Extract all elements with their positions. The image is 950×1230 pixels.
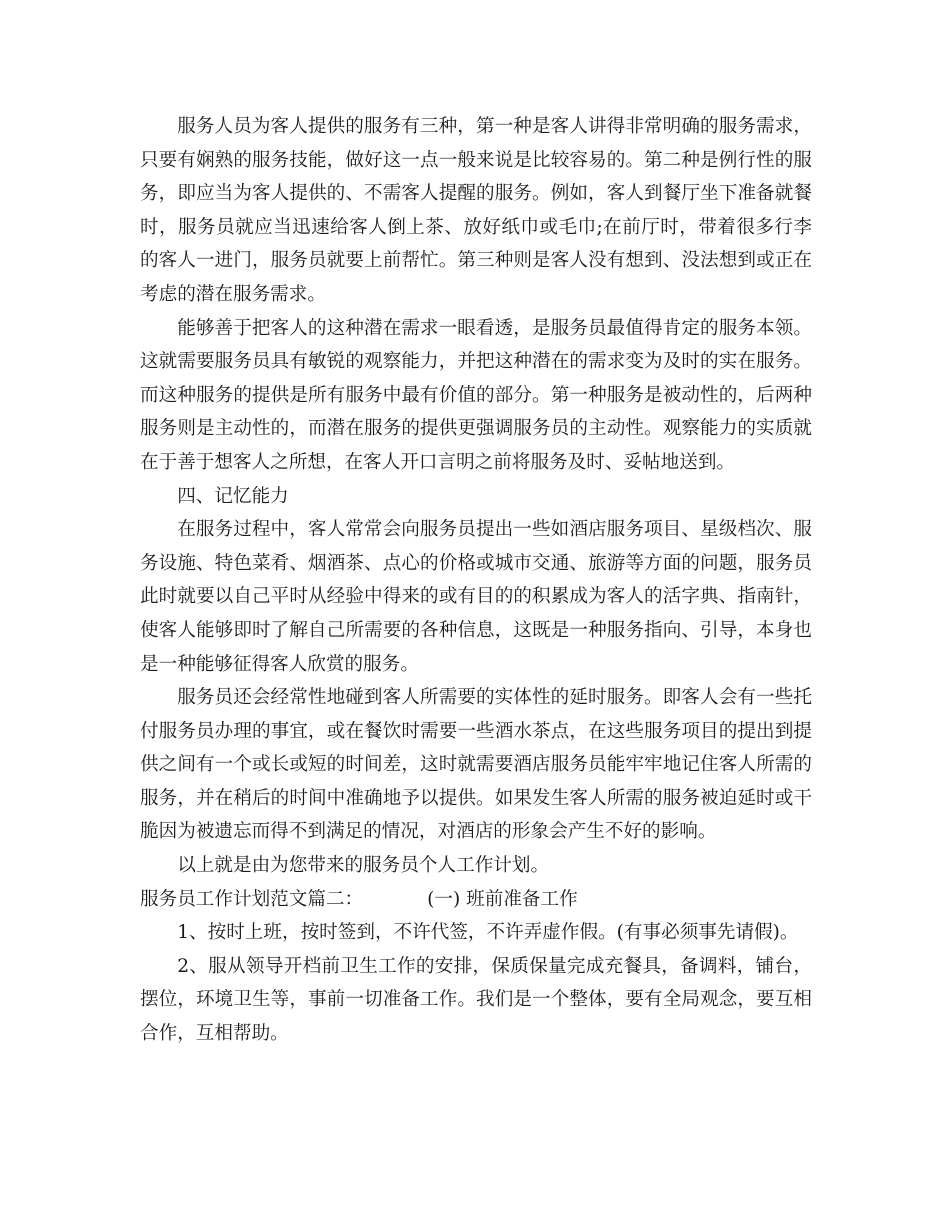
paragraph-service-types: 服务人员为客人提供的服务有三种，第一种是客人讲得非常明确的服务需求，只要有娴熟的服务技能，做好这一点一般来说是比较容易的。第二种是例行性的服务，即应当为客人提供的、不需客人提醒的服务。例如，客人到餐厅坐下准备就餐时，服务员就应当迅速给客人倒上茶、放好纸巾或毛巾;在前厅时，带着很多行李的客人一进门，服务员就要上前帮忙。第三种则是客人没有想到、没法想到或正在考虑的潜在服务需求。 [140, 116, 812, 305]
paragraph-memory-info: 在服务过程中，客人常常会向服务员提出一些如酒店服务项目、星级档次、服务设施、特色菜肴、烟酒茶、点心的价格或城市交通、旅游等方面的问题，服务员此时就要以自己平时从经验中得来的或有目的的积累成为客人的活字典、指南针，使客人能够即时了解自己所需要的各种信息，这既是一种服务指向、引导，本身也是一种能够征得客人欣赏的服务。 [140, 519, 812, 675]
list-item-2: 2、服从领导开档前卫生工作的安排，保质保量完成充餐具，备调料，铺台，摆位，环境卫生等，事前一切准备工作。我们是一个整体，要有全局观念，要互相合作，互相帮助。 [140, 955, 812, 1045]
section-heading [140, 883, 812, 917]
section-heading-subtitle: (一) 班前准备工作 [427, 888, 578, 910]
paragraph-closing: 以上就是由为您带来的服务员个人工作计划。 [177, 855, 550, 877]
heading-memory-ability: 四、记忆能力 [177, 485, 289, 507]
document-body [140, 110, 812, 1051]
paragraph-delayed-service: 服务员还会经常性地碰到客人所需要的实体性的延时服务。即客人会有一些托付服务员办理的事宜，或在餐饮时需要一些酒水茶点，在这些服务项目的提出到提供之间有一个或长或短的时间差，这时就需要酒店服务员能牢牢地记住客人所需的服务，并在稍后的时间中准确地予以提供。如果发生客人所需的服务被迫延时或干脆因为被遗忘而得不到满足的情况，对酒店的形象会产生不好的影响。 [140, 687, 812, 843]
list-item-1: 1、按时上班，按时签到，不许代签，不许弄虚作假。(有事必须事先请假)。 [177, 922, 799, 944]
section-heading-title: 服务员工作计划范文篇二： [140, 888, 364, 910]
paragraph-observation: 能够善于把客人的这种潜在需求一眼看透，是服务员最值得肯定的服务本领。这就需要服务员具有敏锐的观察能力，并把这种潜在的需求变为及时的实在服务。而这种服务的提供是所有服务中最有价值的部分。第一种服务是被动性的，后两种服务则是主动性的，而潜在服务的提供更强调服务员的主动性。观察能力的实质就在于善于想客人之所想，在客人开口言明之前将服务及时、妥帖地送到。 [140, 317, 812, 473]
